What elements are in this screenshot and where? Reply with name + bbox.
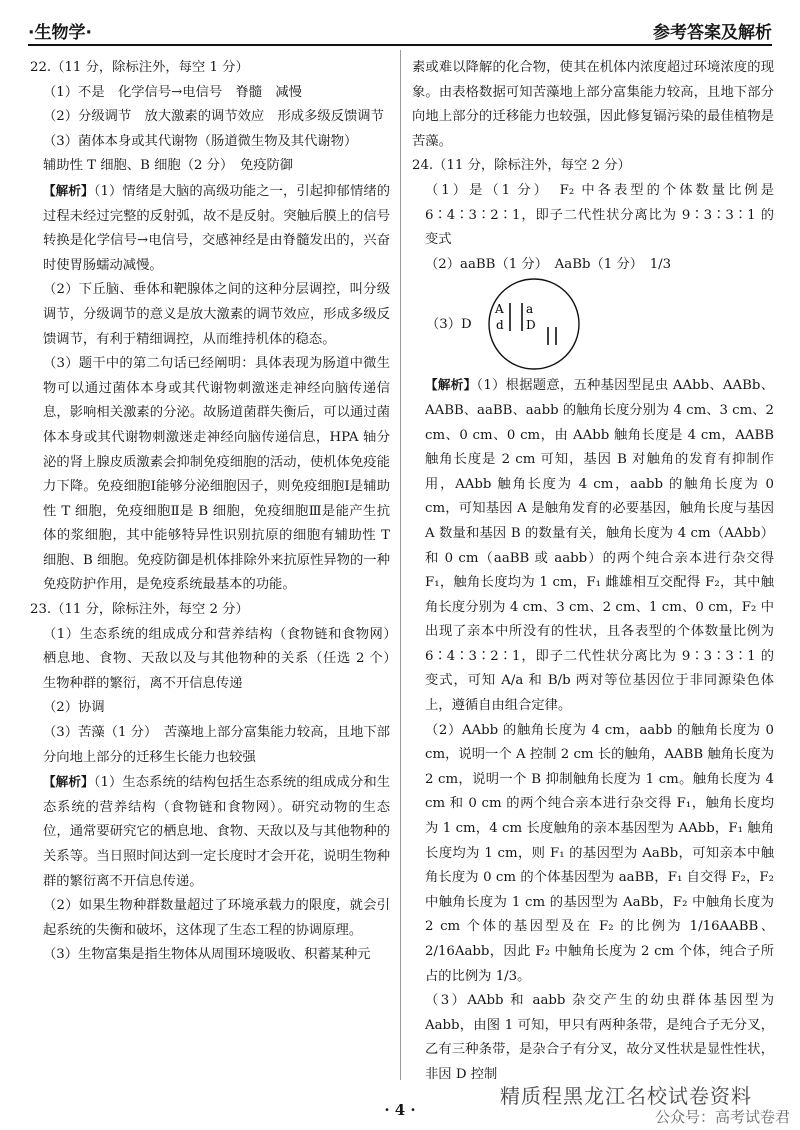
q22-heading: 22.（11 分，除标注外，每空 1 分） [30, 60, 249, 75]
subject-title: ·生物学· [28, 23, 92, 43]
q24-analysis-1-text: （1）根据题意，五种基因型昆虫 AAbb、AABb、AABB、aaBB、aabb 的触角长度分别为 4 cm、3 cm、2 cm、0 cm、0 cm，由 AAbb 触角长度是 4 cm，AABB 触角长度是 2 cm 可知，基因 B 对触角的发育有抑制作用，AAbb 触角长度为 4 cm，aabb 的触角长度为 0 cm，可知基因 A 是触角发育的必要基因，触角长度与基因 A 数量和基因 B 的数量有关，触角长度为 4 cm（AAbb）和 0 cm（aaBB 或 aabb）的两个纯合亲本进行杂交得 F₁，触角长度均为 1 cm，F₁ 雌雄相互交配得 F₂，其中触角长度分别为 4 cm、3 cm、2 cm、1 cm、0 cm，F₂ 中出现了亲本中所没有的性状，且各表型的个体数量比例为 6∶4∶3∶2∶1，即子二代性状分离比为 9∶3∶3∶1 的变式，可知 A/a 和 B/b 两对等位基因位于非同源染色体上，遵循自由组合定律。 [425, 378, 774, 714]
q23-heading: 23.（11 分，除标注外，每空 2 分） [30, 602, 249, 618]
analysis-tag: 【解析】 [425, 377, 477, 393]
q22-analysis-1 [30, 179, 390, 278]
q22-answer-3b: 辅助性 T 细胞、B 细胞（2 分） 免疫防御 [43, 158, 294, 174]
gene-label-a: a [526, 302, 534, 317]
chromosome-diagram [474, 277, 594, 371]
q24-analysis-2: （2）AAbb 的触角长度为 4 cm，aabb 的触角长度为 0 cm，说明一个 A 控制 2 cm 长的触角，AABB 触角长度为 2 cm，说明一个 B 抑制触角长度为 1 cm。触角长度为 4 cm 和 0 cm 的两个纯合亲本进行杂交得 F₁，触角长度均为 1 cm，4 cm 长度触角的亲本基因型为 AAbb，F₁ 触角长度均为 1 cm，则 F₁ 的基因型为 AaBb，可知亲本中触角长度为 0 cm 的个体基因型为 aaBB，F₁ 自交得 F₂，F₂ 中触角长度为 1 cm 的基因型为 AaBb，F₂ 中触角长度为 2 cm 个体的基因型及在 F₂ 的比例为 1/16AABB、2/16Aabb，因此 F₂ 中触角长度为 2 cm 个体，纯合子所占的比例为 1/3。 [425, 722, 774, 984]
q24-answer-1: （1）是（1 分） F₂ 中各表型的个体数量比例是 6∶4∶3∶2∶1，即子二代性状分离比为 9∶3∶3∶1 的变式 [425, 182, 774, 248]
q24-analysis-1 [412, 373, 774, 718]
q22-answer-1: （1）不是 化学信号→电信号 脊髓 减慢 [43, 84, 302, 100]
q23-analysis-3: （3）生物富集是指生物体从周围环境吸收、积蓄某种元 [43, 947, 371, 963]
column-divider [400, 50, 401, 1080]
analysis-tag: 【解析】 [43, 774, 94, 790]
q22-analysis-1-text: （1）情绪是大脑的高级功能之一，引起抑郁情绪的过程未经过完整的反射弧，故不是反射。突触后膜上的信号转换是化学信号→电信号，交感神经是由脊髓发出的，兴奋时使胃肠蠕动减慢。 [43, 183, 391, 273]
q22-analysis-3: （3）题干中的第二句话已经阐明：具体表现为肠道中微生物可以通过菌体本身或其代谢物刺激迷走神经向脑传递信息，影响相关激素的分泌。故肠道菌群失衡后，可以通过菌体本身或其代谢物刺激迷走神经向脑传递信息，HPA 轴分泌的肾上腺皮质激素会抑制免疫细胞的活动，使机体免疫能力下降。免疫细胞Ⅰ能够分泌细胞因子，则免疫细胞Ⅰ是辅助性 T 细胞，免疫细胞Ⅱ是 B 细胞，免疫细胞Ⅲ是能产生抗体的浆细胞，其中能够特异性识别抗原的细胞有辅助性 T 细胞、B 细胞。免疫防御是机体排除外来抗原性异物的一种免疫防护作用，是免疫系统最基本的功能。 [43, 356, 390, 593]
gene-label-d: d [496, 318, 504, 333]
gene-label-D: D [526, 318, 536, 333]
q24-answer-3-row [412, 277, 774, 373]
q23-answer-2: （2）协调 [43, 700, 105, 716]
q24-analysis-3: （3）AAbb 和 aabb 杂交产生的幼虫群体基因型为 Aabb，由图 1 可知，甲只有两种条带，是纯合子无分叉，乙有三种条带，是杂合子有分叉，故分叉性状是显性性状，非因 D 控制 [425, 993, 774, 1082]
q22-answer-3a: （3）菌体本身或其代谢物（肠道微生物及其代谢物） [43, 133, 358, 149]
q24-answer-3-label: （3）D [426, 317, 472, 333]
q23-answer-1: （1）生态系统的组成成分和营养结构（食物链和食物网） 栖息地、食物、天敌以及与其他物种的关系（任选 2 个） 生物种群的繁衍，离不开信息传递 [43, 626, 404, 691]
watermark-account: 公众号：高考试卷君 [654, 1108, 790, 1126]
q23-analysis-continued: 素或难以降解的化合物，使其在机体内浓度超过环境浓度的现象。由表格数据可知苦藻地上部分富集能力较高，且地下部分向地上部分的迁移能力也较强，因此修复镉污染的最佳植物是苦藻。 [412, 60, 774, 149]
q22-analysis-2: （2）下丘脑、垂体和靶腺体之间的这种分层调控，叫分级调节，分级调节的意义是放大激素的调节效应，形成多级反馈调节，有利于精细调控，从而维持机体的稳态。 [43, 282, 390, 347]
gene-label-A: A [495, 302, 504, 317]
watermark-text: 精质程黑龙江名校试卷资料 [500, 1084, 752, 1108]
q24-heading: 24.（11 分，除标注外，每空 2 分） [412, 158, 631, 174]
q23-analysis-2: （2）如果生物种群数量超过了环境承载力的限度，就会引起系统的失衡和破坏，这体现了生态工程的协调原理。 [43, 898, 390, 938]
q23-analysis-1 [30, 770, 390, 894]
q22-answer-2: （2）分级调节 放大激素的调节效应 形成多级反馈调节 [43, 109, 384, 125]
page-number: · 4 · [384, 1101, 416, 1119]
left-column [30, 56, 404, 968]
page-header [28, 14, 772, 46]
analysis-tag: 【解析】 [43, 182, 94, 198]
q24-answer-2: （2）aaBB（1 分） AaBb（1 分） 1/3 [425, 256, 672, 272]
section-title: 参考答案及解析 [653, 23, 772, 43]
q23-analysis-1-text: （1）生态系统的结构包括生态系统的组成成分和生态系统的营养结构（食物链和食物网）。研究动物的生态位，通常要研究它的栖息地、食物、天敌以及与其他物种的关系等。当日照时间达到一定长度时才会开花，说明生物种群的繁衍离不开信息传递。 [43, 775, 391, 889]
q23-answer-3: （3）苦藻（1 分） 苦藻地上部分富集能力较高，且地下部分向地上部分的迁移生长能力也较强 [43, 725, 390, 765]
right-column [412, 56, 774, 1088]
